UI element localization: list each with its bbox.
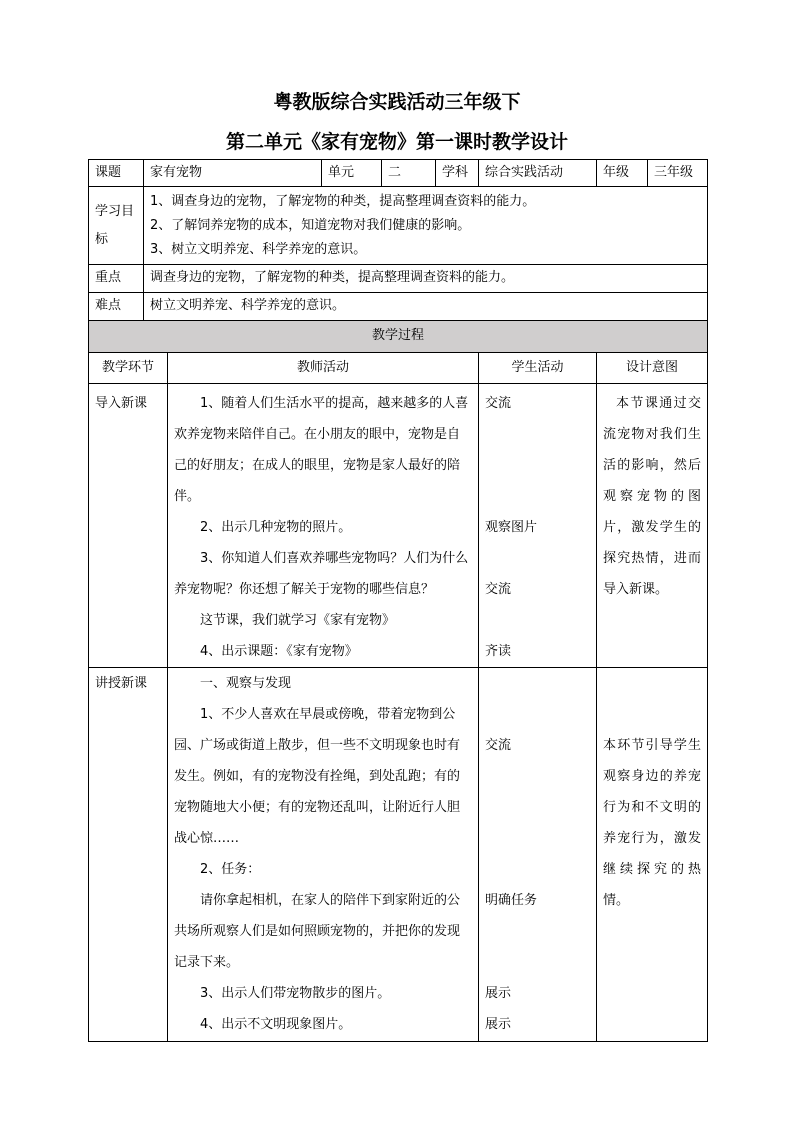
stage-new-lesson: 讲授新课 — [89, 668, 168, 1042]
col-student: 学生活动 — [479, 353, 597, 384]
teacher-paragraph: 这节课，我们就学习《家有宠物》 — [200, 613, 396, 628]
teacher-paragraph: 4、出示课题：《家有宠物》 — [200, 644, 358, 659]
student-line: 展示 — [485, 986, 512, 1001]
section-intro — [89, 384, 708, 668]
process-header-row — [89, 321, 708, 353]
student-line: 齐读 — [485, 644, 512, 659]
goals-row — [89, 187, 708, 265]
student-line — [485, 761, 590, 792]
topic-label: 课题 — [89, 160, 144, 187]
unit-value: 二 — [382, 160, 436, 187]
intent-text: 本环节引导学生观察身边的养宠行为和不文明的养宠行为，激发继续探究的热情。 — [603, 738, 702, 908]
column-header-row — [89, 353, 708, 384]
student-line: 展示 — [485, 1017, 512, 1032]
student-activity-new-lesson — [479, 668, 597, 1042]
col-stage: 教学环节 — [89, 353, 168, 384]
teacher-activity-new-lesson — [168, 668, 479, 1042]
goals-label: 学习目标 — [89, 187, 144, 265]
student-line — [485, 419, 590, 450]
teacher-paragraph: 2、任务： — [200, 862, 261, 877]
lesson-plan-table — [88, 159, 708, 1042]
student-line — [485, 481, 590, 512]
process-title: 教学过程 — [89, 321, 708, 353]
teacher-activity-intro — [168, 384, 479, 668]
goals-list — [144, 187, 708, 265]
teacher-paragraph: 1、不少人喜欢在早晨或傍晚，带着宠物到公园、广场或街道上散步，但一些不文明现象也时有发生。例如，有的宠物没有拴绳，到处乱跑；有的宠物随地大小便；有的宠物还乱叫，让附近行人胆战心惊…… — [174, 707, 461, 846]
col-intent: 设计意图 — [597, 353, 708, 384]
key-point-label: 重点 — [89, 265, 144, 293]
info-row — [89, 160, 708, 187]
student-line: 明确任务 — [485, 893, 538, 908]
topic-value: 家有宠物 — [144, 160, 322, 187]
student-line — [485, 450, 590, 481]
student-line — [485, 668, 590, 699]
student-line — [485, 543, 590, 574]
student-line — [485, 823, 590, 854]
teacher-paragraph: 2、出示几种宠物的照片。 — [200, 520, 352, 535]
student-line: 交流 — [485, 738, 512, 753]
teacher-paragraph: 3、你知道人们喜欢养哪些宠物吗？人们为什么养宠物呢？你还想了解关于宠物的哪些信息？ — [174, 551, 469, 597]
subject-label: 学科 — [436, 160, 479, 187]
col-teacher: 教师活动 — [168, 353, 479, 384]
document-subtitle: 第二单元《家有宠物》第一课时教学设计 — [225, 131, 568, 153]
unit-label: 单元 — [322, 160, 382, 187]
grade-value: 三年级 — [648, 160, 708, 187]
goal-item: 1、调查身边的宠物，了解宠物的种类，提高整理调查资料的能力。 — [150, 193, 536, 209]
student-activity-intro — [479, 384, 597, 668]
document-title: 粤教版综合实践活动三年级下 — [273, 91, 521, 113]
key-point-row — [89, 265, 708, 293]
student-line — [485, 854, 590, 885]
student-line: 交流 — [485, 396, 512, 411]
goal-item: 2、了解饲养宠物的成本，知道宠物对我们健康的影响。 — [150, 217, 471, 233]
student-line — [485, 699, 590, 730]
student-line — [485, 605, 590, 636]
student-line — [485, 792, 590, 823]
key-point-value: 调查身边的宠物，了解宠物的种类，提高整理调查资料的能力。 — [144, 265, 708, 293]
teacher-paragraph: 4、出示不文明现象图片。 — [200, 1017, 352, 1032]
student-line — [485, 916, 590, 947]
section-new-lesson — [89, 668, 708, 1042]
grade-label: 年级 — [597, 160, 648, 187]
teacher-paragraph: 一、观察与发现 — [200, 676, 292, 691]
difficulty-row — [89, 293, 708, 321]
difficulty-value: 树立文明养宠、科学养宠的意识。 — [144, 293, 708, 321]
stage-intro: 导入新课 — [89, 384, 168, 668]
student-line: 观察图片 — [485, 520, 538, 535]
goal-item: 3、树立文明养宠、科学养宠的意识。 — [150, 241, 367, 257]
design-intent-new-lesson — [597, 668, 708, 1042]
subject-value: 综合实践活动 — [479, 160, 597, 187]
student-line — [485, 947, 590, 978]
difficulty-label: 难点 — [89, 293, 144, 321]
teacher-paragraph: 1、随着人们生活水平的提高，越来越多的人喜欢养宠物来陪伴自己。在小朋友的眼中，宠物是自己的好朋友；在成人的眼里，宠物是家人最好的陪伴。 — [174, 396, 469, 504]
teacher-paragraph: 3、出示人们带宠物散步的图片。 — [200, 986, 391, 1001]
design-intent-intro — [597, 384, 708, 668]
intent-text: 本节课通过交流宠物对我们生活的影响，然后观察宠物的图片，激发学生的探究热情，进而导入新课。 — [603, 396, 702, 597]
student-line: 交流 — [485, 582, 512, 597]
teacher-paragraph: 请你拿起相机，在家人的陪伴下到家附近的公共场所观察人们是如何照顾宠物的，并把你的发现记录下来。 — [174, 893, 461, 970]
